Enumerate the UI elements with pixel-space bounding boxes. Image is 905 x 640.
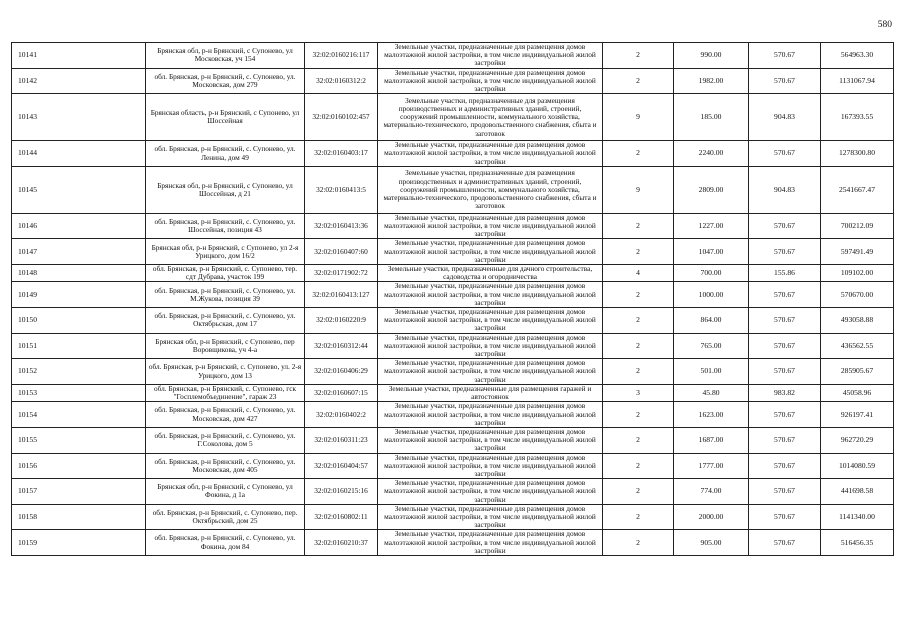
land-use-cell: Земельные участки, предназначенные для размещения домов малоэтажной жилой застройки, в том числе индивидуальной жилой застройки [378, 479, 603, 505]
cadastral-value-cell: 493058.88 [821, 308, 894, 334]
table-row [12, 530, 894, 556]
table-row [12, 265, 894, 282]
cadastral-number-cell: 32:02:0160802:11 [305, 504, 378, 530]
group-cell: 2 [603, 308, 674, 334]
cadastral-value-cell: 45058.96 [821, 384, 894, 401]
cadastral-value-cell: 570670.00 [821, 282, 894, 308]
rate-cell: 570.67 [749, 213, 821, 239]
land-use-cell: Земельные участки, предназначенные для размещения домов малоэтажной жилой застройки, в том числе индивидуальной жилой застройки [378, 213, 603, 239]
row-id-cell: 10155 [12, 427, 146, 453]
cadastral-number-cell: 32:02:0160210:37 [305, 530, 378, 556]
row-id-cell: 10156 [12, 453, 146, 479]
table-row [12, 384, 894, 401]
cadastral-value-cell: 2541667.47 [821, 166, 894, 213]
row-id-cell: 10159 [12, 530, 146, 556]
area-cell: 765.00 [674, 333, 749, 359]
row-id-cell: 10144 [12, 141, 146, 167]
cadastral-number-cell: 32:02:0160413:5 [305, 166, 378, 213]
address-cell: обл. Брянская, р-н Брянский, с. Супонево, ул. Фокина, дом 84 [146, 530, 305, 556]
cadastral-number-cell: 32:02:0160406:29 [305, 359, 378, 385]
row-id-cell: 10141 [12, 43, 146, 69]
rate-cell: 570.67 [749, 453, 821, 479]
area-cell: 1623.00 [674, 402, 749, 428]
row-id-cell: 10148 [12, 265, 146, 282]
area-cell: 1227.00 [674, 213, 749, 239]
address-cell: Брянская обл, р-н Брянский, с Супонево, ул Московская, уч 154 [146, 43, 305, 69]
cadastral-number-cell: 32:02:0160312:44 [305, 333, 378, 359]
address-cell: обл. Брянская, р-н Брянский, с. Супонево, ул. 2-я Урицкого, дом 13 [146, 359, 305, 385]
address-cell: обл. Брянская, р-н Брянский, с. Супонево, ул. Московская, дом 279 [146, 68, 305, 94]
address-cell: обл. Брянская, р-н Брянский, с. Супонево, ул. Г.Соколова, дом 5 [146, 427, 305, 453]
cadastral-number-cell: 32:02:0160403:17 [305, 141, 378, 167]
area-cell: 1982.00 [674, 68, 749, 94]
cadastral-value-table [11, 42, 894, 556]
land-use-cell: Земельные участки, предназначенные для размещения домов малоэтажной жилой застройки, в том числе индивидуальной жилой застройки [378, 68, 603, 94]
cadastral-value-cell: 926197.41 [821, 402, 894, 428]
cadastral-value-cell: 564963.30 [821, 43, 894, 69]
rate-cell: 570.67 [749, 504, 821, 530]
group-cell: 9 [603, 94, 674, 141]
cadastral-number-cell: 32:02:0160404:57 [305, 453, 378, 479]
land-use-cell: Земельные участки, предназначенные для размещения домов малоэтажной жилой застройки, в том числе индивидуальной жилой застройки [378, 239, 603, 265]
address-cell: обл. Брянская, р-н Брянский, с. Супонево, тер. сдт Дубрава, участок 199 [146, 265, 305, 282]
rate-cell: 570.67 [749, 530, 821, 556]
land-use-cell: Земельные участки, предназначенные для размещения домов малоэтажной жилой застройки, в том числе индивидуальной жилой застройки [378, 427, 603, 453]
area-cell: 185.00 [674, 94, 749, 141]
group-cell: 2 [603, 402, 674, 428]
land-use-cell: Земельные участки, предназначенные для размещения производственных и административных зданий, строений, сооружений промышленности, коммунального хозяйства, материально-технического, продовольственного снабжения, сбыта и заготовок [378, 166, 603, 213]
table-row [12, 43, 894, 69]
cadastral-value-cell: 700212.09 [821, 213, 894, 239]
row-id-cell: 10150 [12, 308, 146, 334]
row-id-cell: 10147 [12, 239, 146, 265]
cadastral-number-cell: 32:02:0160311:23 [305, 427, 378, 453]
group-cell: 2 [603, 333, 674, 359]
table-row [12, 68, 894, 94]
table-row [12, 333, 894, 359]
area-cell: 2240.00 [674, 141, 749, 167]
land-use-cell: Земельные участки, предназначенные для дачного строительства, садоводства и огородничества [378, 265, 603, 282]
cadastral-number-cell: 32:02:0160220:9 [305, 308, 378, 334]
address-cell: обл. Брянская, р-н Брянский, с. Супонево, ул. Ленина, дом 49 [146, 141, 305, 167]
cadastral-number-cell: 32:02:0160407:60 [305, 239, 378, 265]
row-id-cell: 10145 [12, 166, 146, 213]
table-row [12, 308, 894, 334]
row-id-cell: 10154 [12, 402, 146, 428]
address-cell: обл. Брянская, р-н Брянский, с. Супонево, ул. Шоссейная, позиция 43 [146, 213, 305, 239]
table-row [12, 94, 894, 141]
address-cell: обл. Брянская, р-н Брянский, с. Супонево, ул. Октябрьская, дом 17 [146, 308, 305, 334]
group-cell: 2 [603, 530, 674, 556]
row-id-cell: 10158 [12, 504, 146, 530]
table-row [12, 239, 894, 265]
rate-cell: 983.82 [749, 384, 821, 401]
area-cell: 501.00 [674, 359, 749, 385]
address-cell: Брянская область, р-н Брянский, с Супонево, ул Шоссейная [146, 94, 305, 141]
cadastral-number-cell: 32:02:0160413:36 [305, 213, 378, 239]
table-row [12, 359, 894, 385]
address-cell: обл. Брянская, р-н Брянский, с. Супонево, гск "Госплемобъединение", гараж 23 [146, 384, 305, 401]
group-cell: 2 [603, 453, 674, 479]
land-use-cell: Земельные участки, предназначенные для размещения домов малоэтажной жилой застройки, в том числе индивидуальной жилой застройки [378, 530, 603, 556]
row-id-cell: 10149 [12, 282, 146, 308]
cadastral-value-cell: 167393.55 [821, 94, 894, 141]
address-cell: Брянская обл, р-н Брянский, с Супонево, ул Шоссейная, д 21 [146, 166, 305, 213]
address-cell: Брянская обл, р-н Брянский, с Супонево, пер Воровщикова, уч 4-а [146, 333, 305, 359]
land-use-cell: Земельные участки, предназначенные для размещения гаражей и автостоянок [378, 384, 603, 401]
address-cell: обл. Брянская, р-н Брянский, с. Супонево, ул. Московская, дом 427 [146, 402, 305, 428]
rate-cell: 570.67 [749, 141, 821, 167]
land-use-cell: Земельные участки, предназначенные для размещения домов малоэтажной жилой застройки, в том числе индивидуальной жилой застройки [378, 141, 603, 167]
group-cell: 3 [603, 384, 674, 401]
cadastral-number-cell: 32:02:0160607:15 [305, 384, 378, 401]
area-cell: 990.00 [674, 43, 749, 69]
address-cell: Брянская обл, р-н Брянский, с Супонево, ул Фокина, д 1а [146, 479, 305, 505]
area-cell: 1000.00 [674, 282, 749, 308]
table-row [12, 166, 894, 213]
table-row [12, 402, 894, 428]
land-use-cell: Земельные участки, предназначенные для размещения домов малоэтажной жилой застройки, в том числе индивидуальной жилой застройки [378, 43, 603, 69]
rate-cell: 570.67 [749, 359, 821, 385]
group-cell: 2 [603, 504, 674, 530]
group-cell: 2 [603, 43, 674, 69]
group-cell: 2 [603, 213, 674, 239]
land-use-cell: Земельные участки, предназначенные для размещения домов малоэтажной жилой застройки, в том числе индивидуальной жилой застройки [378, 282, 603, 308]
group-cell: 4 [603, 265, 674, 282]
land-use-cell: Земельные участки, предназначенные для размещения домов малоэтажной жилой застройки, в том числе индивидуальной жилой застройки [378, 453, 603, 479]
rate-cell: 570.67 [749, 479, 821, 505]
page-number: 580 [877, 20, 892, 30]
land-use-cell: Земельные участки, предназначенные для размещения домов малоэтажной жилой застройки, в том числе индивидуальной жилой застройки [378, 308, 603, 334]
cadastral-number-cell: 32:02:0160102:457 [305, 94, 378, 141]
row-id-cell: 10142 [12, 68, 146, 94]
cadastral-value-cell: 441698.58 [821, 479, 894, 505]
land-use-cell: Земельные участки, предназначенные для размещения домов малоэтажной жилой застройки, в том числе индивидуальной жилой застройки [378, 504, 603, 530]
cadastral-number-cell: 32:02:0160413:127 [305, 282, 378, 308]
group-cell: 2 [603, 359, 674, 385]
group-cell: 2 [603, 239, 674, 265]
cadastral-number-cell: 32:02:0160402:2 [305, 402, 378, 428]
cadastral-value-cell: 597491.49 [821, 239, 894, 265]
rate-cell: 570.67 [749, 308, 821, 334]
area-cell: 864.00 [674, 308, 749, 334]
land-use-cell: Земельные участки, предназначенные для размещения домов малоэтажной жилой застройки, в том числе индивидуальной жилой застройки [378, 359, 603, 385]
area-cell: 45.80 [674, 384, 749, 401]
cadastral-number-cell: 32:02:0171902:72 [305, 265, 378, 282]
cadastral-value-cell: 516456.35 [821, 530, 894, 556]
land-use-cell: Земельные участки, предназначенные для размещения домов малоэтажной жилой застройки, в том числе индивидуальной жилой застройки [378, 402, 603, 428]
cadastral-value-cell: 1131067.94 [821, 68, 894, 94]
cadastral-number-cell: 32:02:0160215:16 [305, 479, 378, 505]
cadastral-value-cell: 1278300.80 [821, 141, 894, 167]
area-cell: 905.00 [674, 530, 749, 556]
address-cell: обл. Брянская, р-н Брянский, с. Супонево, ул. М.Жукова, позиция 39 [146, 282, 305, 308]
area-cell: 1777.00 [674, 453, 749, 479]
land-use-cell: Земельные участки, предназначенные для размещения домов малоэтажной жилой застройки, в том числе индивидуальной жилой застройки [378, 333, 603, 359]
rate-cell: 570.67 [749, 68, 821, 94]
land-use-cell: Земельные участки, предназначенные для размещения производственных и административных зданий, строений, сооружений промышленности, коммунального хозяйства, материально-технического, продовольственного снабжения, сбыта и заготовок [378, 94, 603, 141]
group-cell: 2 [603, 141, 674, 167]
table-row [12, 453, 894, 479]
cadastral-number-cell: 32:02:0160312:2 [305, 68, 378, 94]
table-row [12, 479, 894, 505]
cadastral-value-cell: 1141340.00 [821, 504, 894, 530]
address-cell: обл. Брянская, р-н Брянский, с. Супонево, ул. Московская, дом 405 [146, 453, 305, 479]
group-cell: 2 [603, 479, 674, 505]
row-id-cell: 10143 [12, 94, 146, 141]
address-cell: Брянская обл, р-н Брянский, с Супонево, ул 2-я Урицкого, дом 16/2 [146, 239, 305, 265]
cadastral-number-cell: 32:02:0160216:117 [305, 43, 378, 69]
address-cell: обл. Брянская, р-н Брянский, с. Супонево, пер. Октябрьский, дом 25 [146, 504, 305, 530]
area-cell: 1047.00 [674, 239, 749, 265]
area-cell: 2809.00 [674, 166, 749, 213]
area-cell: 774.00 [674, 479, 749, 505]
cadastral-value-cell: 962720.29 [821, 427, 894, 453]
table-row [12, 282, 894, 308]
rate-cell: 570.67 [749, 239, 821, 265]
row-id-cell: 10153 [12, 384, 146, 401]
cadastral-value-cell: 1014080.59 [821, 453, 894, 479]
table-row [12, 213, 894, 239]
cadastral-value-cell: 109102.00 [821, 265, 894, 282]
rate-cell: 570.67 [749, 427, 821, 453]
cadastral-value-cell: 436562.55 [821, 333, 894, 359]
group-cell: 2 [603, 282, 674, 308]
row-id-cell: 10146 [12, 213, 146, 239]
rate-cell: 570.67 [749, 43, 821, 69]
rate-cell: 904.83 [749, 94, 821, 141]
table-body [12, 43, 894, 556]
row-id-cell: 10151 [12, 333, 146, 359]
group-cell: 2 [603, 68, 674, 94]
table-row [12, 141, 894, 167]
table-row [12, 504, 894, 530]
row-id-cell: 10152 [12, 359, 146, 385]
table-row [12, 427, 894, 453]
group-cell: 9 [603, 166, 674, 213]
rate-cell: 155.86 [749, 265, 821, 282]
cadastral-value-cell: 285905.67 [821, 359, 894, 385]
area-cell: 700.00 [674, 265, 749, 282]
rate-cell: 570.67 [749, 402, 821, 428]
rate-cell: 570.67 [749, 333, 821, 359]
rate-cell: 904.83 [749, 166, 821, 213]
rate-cell: 570.67 [749, 282, 821, 308]
area-cell: 1687.00 [674, 427, 749, 453]
row-id-cell: 10157 [12, 479, 146, 505]
group-cell: 2 [603, 427, 674, 453]
area-cell: 2000.00 [674, 504, 749, 530]
